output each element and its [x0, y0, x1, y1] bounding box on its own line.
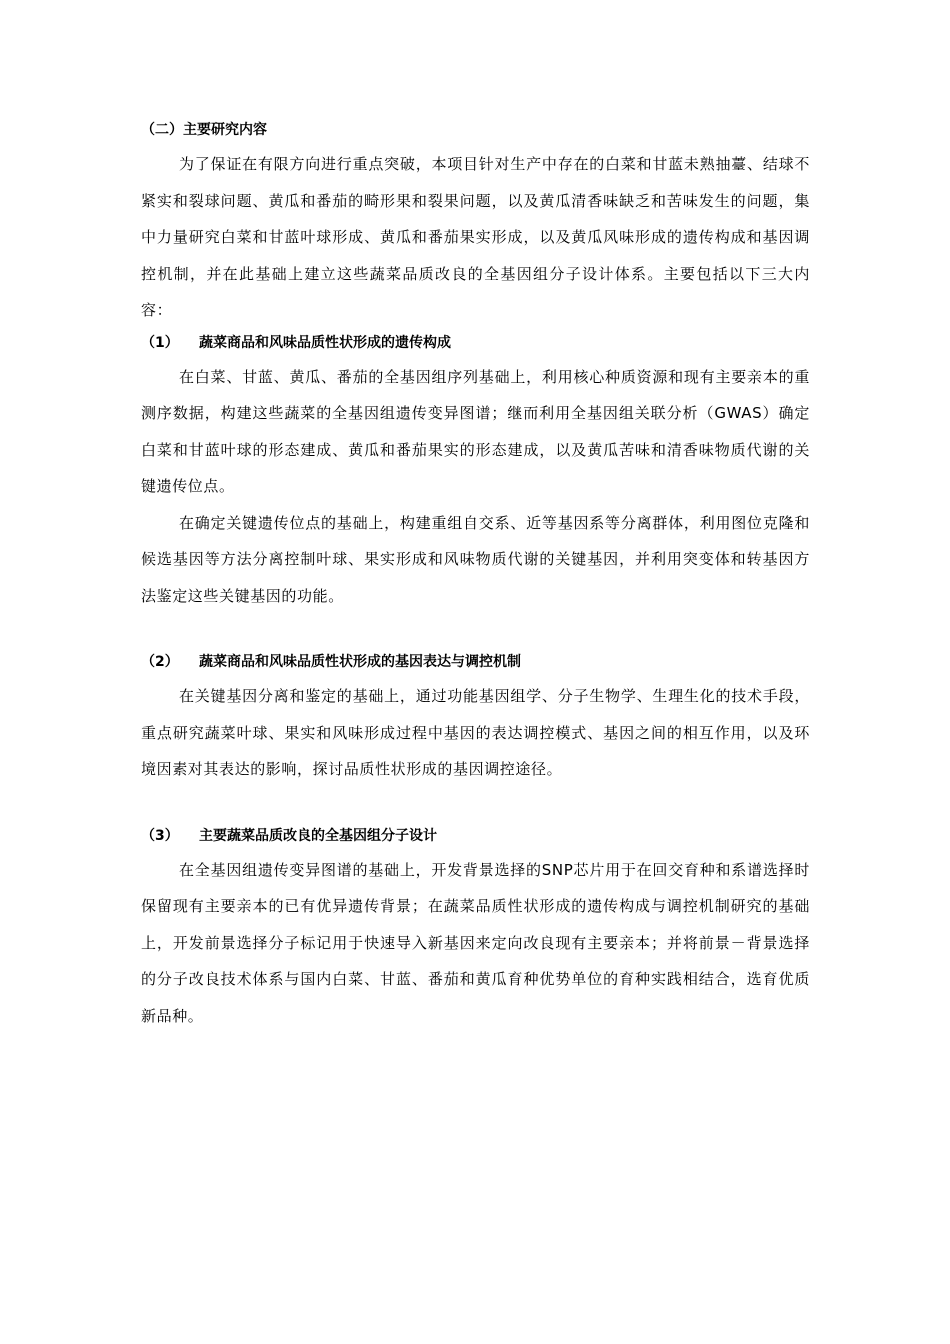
intro-paragraph: 为了保证在有限方向进行重点突破，本项目针对生产中存在的白菜和甘蓝未熟抽薹、结球不紧实和裂球问题、黄瓜和番茄的畸形果和裂果问题，以及黄瓜清香味缺乏和苦味发生的问题，集中力量研究白菜和甘蓝叶球形成、黄瓜和番茄果实形成，以及黄瓜风味形成的遗传构成和基因调控机制，并在此基础上建立这些蔬菜品质改良的全基因组分子设计体系。主要包括以下三大内容： [141, 155, 810, 319]
item-1-heading [141, 333, 810, 353]
item-3-title: 主要蔬菜品质改良的全基因组分子设计 [199, 827, 437, 844]
item-2-number: （2） [141, 654, 179, 670]
item-1-title: 蔬菜商品和风味品质性状形成的遗传构成 [199, 334, 451, 351]
item-3-heading [141, 826, 810, 846]
document-page [141, 120, 810, 1034]
item-2-paragraph-1: 在关键基因分离和鉴定的基础上，通过功能基因组学、分子生物学、生理生化的技术手段，重点研究蔬菜叶球、果实和风味形成过程中基因的表达调控模式、基因之间的相互作用，以及环境因素对其表达的影响，探讨品质性状形成的基因调控途径。 [141, 687, 810, 778]
item-3-paragraph-1: 在全基因组遗传变异图谱的基础上，开发背景选择的SNP芯片用于在回交育种和系谱选择时保留现有主要亲本的已有优异遗传背景；在蔬菜品质性状形成的遗传构成与调控机制研究的基础上，开发前景选择分子标记用于快速导入新基因来定向改良现有主要亲本；并将前景－背景选择的分子改良技术体系与国内白菜、甘蓝、番茄和黄瓜育种优势单位的育种实践相结合，选育优质新品种。 [141, 860, 810, 1025]
item-1-paragraph-2: 在确定关键遗传位点的基础上，构建重组自交系、近等基因系等分离群体，利用图位克隆和候选基因等方法分离控制叶球、果实形成和风味物质代谢的关键基因，并利用突变体和转基因方法鉴定这些关键基因的功能。 [141, 513, 810, 605]
item-1-paragraph-1: 在白菜、甘蓝、黄瓜、番茄的全基因组序列基础上，利用核心种质资源和现有主要亲本的重测序数据，构建这些蔬菜的全基因组遗传变异图谱；继而利用全基因组关联分析（GWAS）确定白菜和甘蓝叶球的形态建成、黄瓜和番茄果实的形态建成，以及黄瓜苦味和清香味物质代谢的关键遗传位点。 [141, 367, 810, 495]
item-2-title: 蔬菜商品和风味品质性状形成的基因表达与调控机制 [199, 654, 521, 670]
item-3-number: （3） [141, 827, 179, 844]
spacer [141, 614, 810, 648]
item-2-heading [141, 652, 810, 672]
item-1-number: （1） [141, 334, 179, 351]
section-title: （二）主要研究内容 [141, 122, 267, 138]
spacer [141, 788, 810, 822]
